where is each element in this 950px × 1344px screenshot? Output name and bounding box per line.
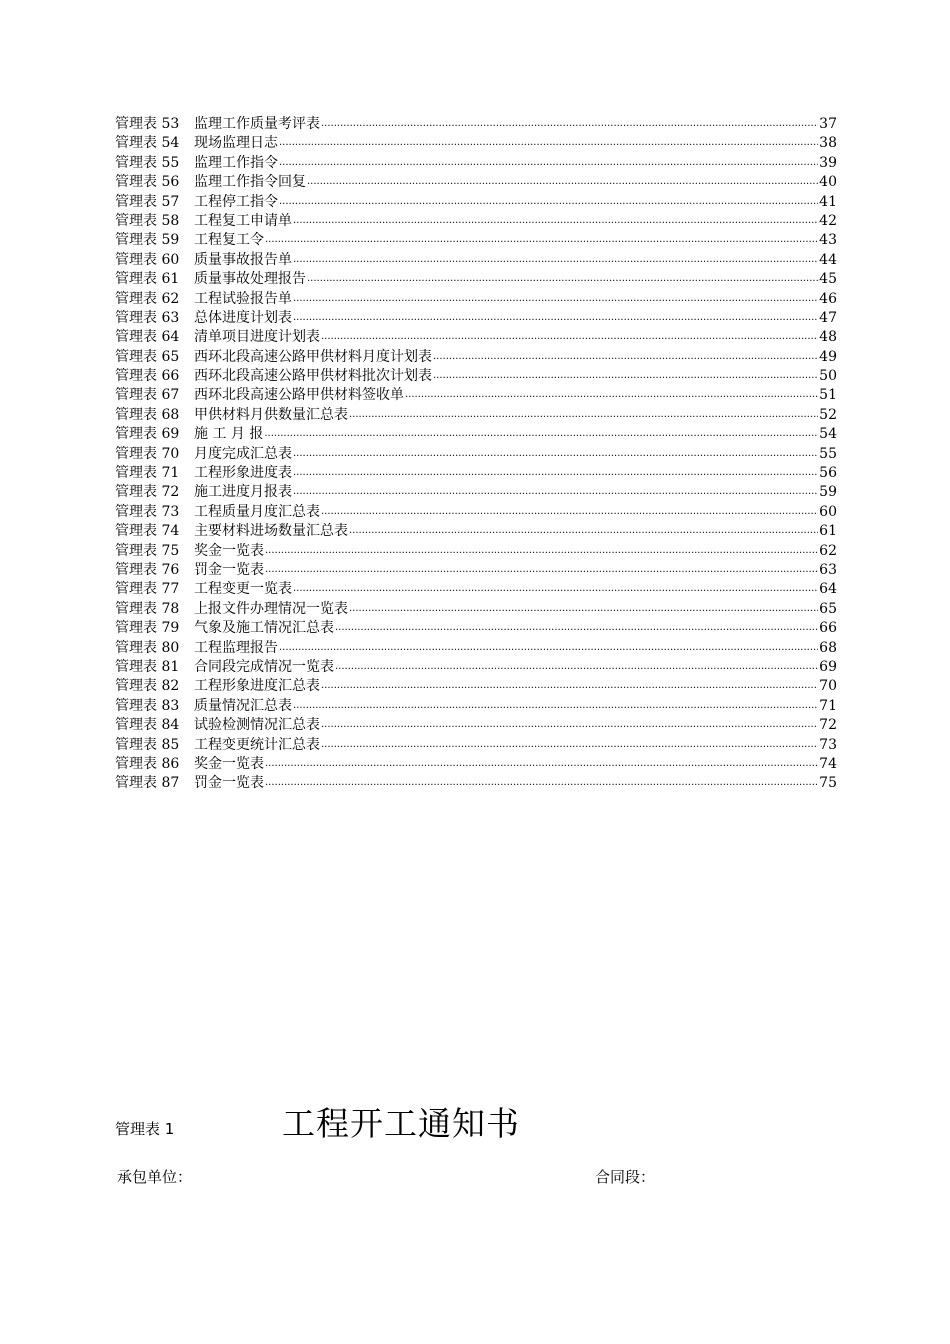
toc-entry-code: 管理表 82 (115, 678, 180, 695)
toc-entry-title: 西环北段高速公路甲供材料批次计划表 (194, 368, 432, 385)
toc-entry-page-number: 68 (819, 639, 837, 656)
toc-entry-title: 试验检测情况汇总表 (194, 717, 320, 734)
toc-dot-leader (335, 617, 818, 637)
toc-entry-title: 监理工作指令回复 (194, 174, 306, 191)
toc-entry-title: 监理工作质量考评表 (194, 116, 320, 132)
toc-entry-page-number: 48 (819, 329, 837, 346)
toc-entry-code: 管理表 68 (115, 406, 180, 423)
toc-entry-title: 监理工作指令 (194, 154, 278, 171)
toc-entry-code: 管理表 55 (115, 154, 180, 171)
toc-entry-page-number: 54 (819, 426, 837, 443)
toc-dot-leader (321, 113, 818, 133)
toc-entry-page-number: 51 (819, 387, 837, 404)
toc-entry-page-number: 71 (819, 697, 837, 714)
toc-dot-leader (293, 481, 818, 501)
toc-dot-leader (265, 540, 818, 560)
toc-dot-leader (279, 191, 818, 211)
toc-entry-page-number: 74 (819, 755, 837, 772)
toc-entry-title: 西环北段高速公路甲供材料签收单 (194, 387, 404, 404)
toc-entry-title: 工程复工令 (194, 232, 264, 249)
toc-dot-leader (293, 462, 818, 482)
toc-entry-title: 工程形象进度汇总表 (194, 678, 320, 695)
toc-dot-leader (321, 501, 818, 521)
toc-entry-code: 管理表 57 (115, 193, 180, 210)
toc-entry-title: 罚金一览表 (194, 775, 264, 792)
toc-entry-code: 管理表 53 (115, 116, 180, 132)
toc-dot-leader (265, 772, 818, 792)
toc-entry-code: 管理表 81 (115, 658, 180, 675)
toc-entry-code: 管理表 86 (115, 755, 180, 772)
toc-entry-code: 管理表 87 (115, 775, 180, 792)
toc-dot-leader (293, 307, 818, 327)
toc-entry-title: 质量事故报告单 (194, 251, 292, 268)
toc-dot-leader (293, 288, 818, 308)
toc-entry-title: 工程变更一览表 (194, 581, 292, 598)
toc-entry[interactable] (115, 774, 837, 793)
toc-dot-leader (433, 365, 818, 385)
toc-dot-leader (293, 578, 818, 598)
toc-entry-page-number: 72 (819, 717, 837, 734)
toc-dot-leader (293, 443, 818, 463)
toc-entry-code: 管理表 85 (115, 736, 180, 753)
toc-entry-page-number: 56 (819, 465, 837, 482)
toc-entry-title: 工程监理报告 (194, 639, 278, 656)
toc-entry-page-number: 65 (819, 600, 837, 617)
toc-entry-page-number: 70 (819, 678, 837, 695)
toc-entry-title: 工程形象进度表 (194, 465, 292, 482)
toc-entry-title: 工程试验报告单 (194, 290, 292, 307)
toc-dot-leader (321, 734, 818, 754)
form-title: 工程开工通知书 (282, 1104, 520, 1143)
toc-entry-code: 管理表 79 (115, 620, 180, 637)
toc-entry-page-number: 69 (819, 658, 837, 675)
toc-entry-page-number: 49 (819, 348, 837, 365)
toc-entry-page-number: 64 (819, 581, 837, 598)
toc-entry-title: 气象及施工情况汇总表 (194, 620, 334, 637)
toc-entry-code: 管理表 73 (115, 503, 180, 520)
toc-entry-title: 西环北段高速公路甲供材料月度计划表 (194, 348, 432, 365)
toc-entry-code: 管理表 61 (115, 271, 180, 288)
toc-dot-leader (265, 229, 818, 249)
toc-entry-code: 管理表 84 (115, 717, 180, 734)
contract-section-label: 合同段： (595, 1168, 656, 1186)
toc-entry-title: 施工进度月报表 (194, 484, 292, 501)
toc-dot-leader (307, 171, 818, 191)
toc-entry-page-number: 62 (819, 542, 837, 559)
toc-dot-leader (293, 249, 818, 269)
toc-entry-code: 管理表 63 (115, 309, 180, 326)
toc-entry-page-number: 75 (819, 775, 837, 792)
toc-entry-title: 质量事故处理报告 (194, 271, 306, 288)
toc-dot-leader (293, 695, 818, 715)
toc-entry-title: 清单项目进度计划表 (194, 329, 320, 346)
toc-entry-code: 管理表 65 (115, 348, 180, 365)
toc-dot-leader (321, 675, 818, 695)
toc-dot-leader (335, 656, 818, 676)
toc-entry-title: 工程复工申请单 (194, 212, 292, 229)
toc-dot-leader (279, 152, 818, 172)
toc-entry-page-number: 40 (819, 174, 837, 191)
toc-entry-page-number: 39 (819, 154, 837, 171)
table-of-contents (115, 115, 837, 794)
toc-entry-title: 现场监理日志 (194, 135, 278, 152)
toc-dot-leader (321, 714, 818, 734)
toc-entry-code: 管理表 67 (115, 387, 180, 404)
toc-entry-page-number: 41 (819, 193, 837, 210)
toc-dot-leader (265, 559, 818, 579)
toc-entry-code: 管理表 77 (115, 581, 180, 598)
toc-entry-page-number: 43 (819, 232, 837, 249)
toc-entry-title: 主要材料进场数量汇总表 (194, 523, 348, 540)
form-code: 管理表 1 (115, 1120, 175, 1138)
toc-entry-code: 管理表 72 (115, 484, 180, 501)
toc-dot-leader (279, 132, 818, 152)
toc-entry-title: 工程停工指令 (194, 193, 278, 210)
toc-dot-leader (405, 384, 818, 404)
toc-entry-title: 施 工 月 报 (194, 426, 264, 443)
toc-entry-page-number: 60 (819, 503, 837, 520)
toc-dot-leader (433, 346, 818, 366)
toc-entry-page-number: 66 (819, 620, 837, 637)
toc-entry-code: 管理表 71 (115, 465, 180, 482)
toc-dot-leader (349, 520, 818, 540)
toc-entry-page-number: 46 (819, 290, 837, 307)
toc-entry-code: 管理表 58 (115, 212, 180, 229)
toc-entry-title: 合同段完成情况一览表 (194, 658, 334, 675)
toc-entry-title: 甲供材料月供数量汇总表 (194, 406, 348, 423)
toc-entry-page-number: 44 (819, 251, 837, 268)
toc-entry-code: 管理表 66 (115, 368, 180, 385)
toc-entry-code: 管理表 60 (115, 251, 180, 268)
toc-entry-page-number: 47 (819, 309, 837, 326)
toc-entry-page-number: 42 (819, 212, 837, 229)
toc-entry-code: 管理表 62 (115, 290, 180, 307)
toc-entry-code: 管理表 64 (115, 329, 180, 346)
toc-entry-page-number: 55 (819, 445, 837, 462)
toc-entry-page-number: 73 (819, 736, 837, 753)
toc-entry-code: 管理表 56 (115, 174, 180, 191)
toc-entry-title: 质量情况汇总表 (194, 697, 292, 714)
toc-entry-page-number: 38 (819, 135, 837, 152)
toc-entry-code: 管理表 69 (115, 426, 180, 443)
toc-entry-code: 管理表 75 (115, 542, 180, 559)
toc-entry-page-number: 50 (819, 368, 837, 385)
toc-entry-title: 工程变更统计汇总表 (194, 736, 320, 753)
toc-entry-code: 管理表 80 (115, 639, 180, 656)
toc-dot-leader (264, 423, 818, 443)
toc-dot-leader (307, 268, 818, 288)
toc-entry-page-number: 37 (819, 116, 837, 132)
toc-entry-title: 月度完成汇总表 (194, 445, 292, 462)
toc-dot-leader (265, 753, 818, 773)
toc-dot-leader (349, 598, 818, 618)
toc-entry-page-number: 63 (819, 561, 837, 578)
toc-entry-title: 上报文件办理情况一览表 (194, 600, 348, 617)
toc-entry-title: 奖金一览表 (194, 755, 264, 772)
toc-entry-title: 奖金一览表 (194, 542, 264, 559)
contractor-label: 承包单位： (117, 1168, 193, 1186)
toc-entry-page-number: 52 (819, 406, 837, 423)
toc-entry-title: 罚金一览表 (194, 561, 264, 578)
toc-entry-page-number: 59 (819, 484, 837, 501)
toc-entry-title: 工程质量月度汇总表 (194, 503, 320, 520)
toc-dot-leader (279, 637, 818, 657)
toc-entry-code: 管理表 59 (115, 232, 180, 249)
toc-entry-code: 管理表 74 (115, 523, 180, 540)
toc-entry-page-number: 61 (819, 523, 837, 540)
toc-entry-code: 管理表 83 (115, 697, 180, 714)
toc-dot-leader (293, 210, 818, 230)
toc-entry-title: 总体进度计划表 (194, 309, 292, 326)
toc-entry-code: 管理表 70 (115, 445, 180, 462)
toc-entry-code: 管理表 76 (115, 561, 180, 578)
toc-dot-leader (349, 404, 818, 424)
toc-entry-code: 管理表 54 (115, 135, 180, 152)
toc-entry-page-number: 45 (819, 271, 837, 288)
toc-dot-leader (321, 326, 818, 346)
toc-entry-code: 管理表 78 (115, 600, 180, 617)
